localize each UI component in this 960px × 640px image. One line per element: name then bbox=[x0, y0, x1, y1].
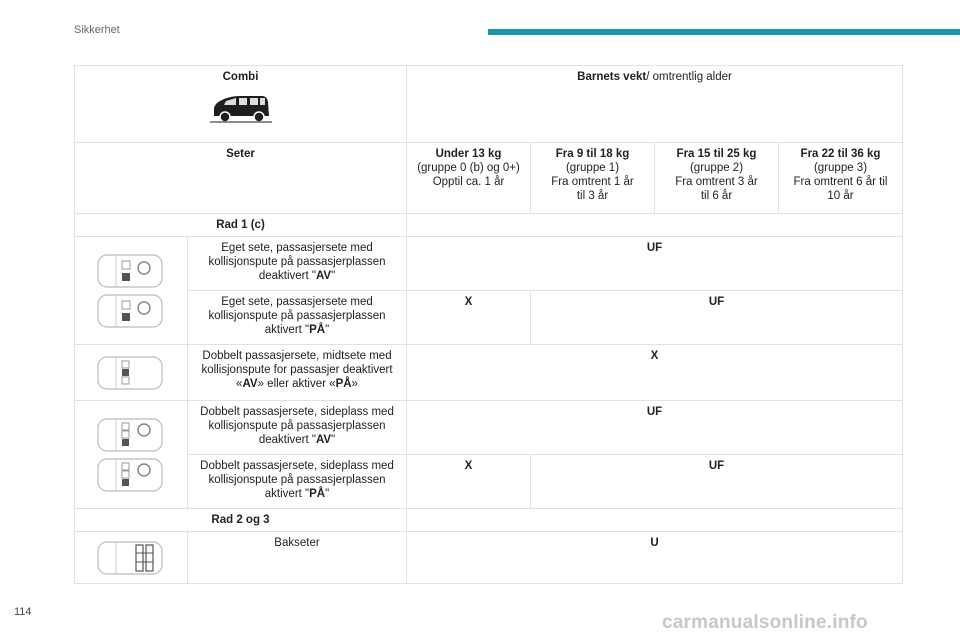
seat-result: UF bbox=[407, 237, 903, 291]
row1-label: Rad 1 (c) bbox=[75, 214, 407, 237]
row2-label: Rad 2 og 3 bbox=[75, 509, 407, 532]
seat-description: Dobbelt passasjersete, sideplass med kollisjonspute på passasjerplassen deaktivert "AV" bbox=[188, 401, 407, 455]
page-number: 114 bbox=[14, 606, 32, 618]
seat-result: X bbox=[407, 345, 903, 401]
seat-result: UF bbox=[531, 455, 903, 509]
single-seat-diagram-icon bbox=[96, 252, 166, 290]
seat-description: Bakseter bbox=[188, 532, 407, 584]
group-1: Fra 9 til 18 kg (gruppe 1) Fra omtrent 1 år til 3 år bbox=[531, 143, 655, 214]
group-3: Fra 22 til 36 kg (gruppe 3) Fra omtrent 6 år til 10 år bbox=[779, 143, 903, 214]
seat-result: UF bbox=[531, 291, 903, 345]
seat-result: X bbox=[407, 291, 531, 345]
group-2: Fra 15 til 25 kg (gruppe 2) Fra omtrent 3 år til 6 år bbox=[655, 143, 779, 214]
watermark: carmanualsonline.info bbox=[662, 612, 868, 633]
double-seat-side-diagram-icon bbox=[96, 456, 166, 494]
header-accent-bar bbox=[488, 29, 960, 35]
single-seat-diagram-icon bbox=[96, 292, 166, 330]
group-0: Under 13 kg (gruppe 0 (b) og 0+) Opptil ca. 1 år bbox=[407, 143, 531, 214]
seat-diagram-cell bbox=[75, 401, 188, 509]
seat-diagram-cell bbox=[75, 532, 188, 584]
rear-seats-diagram-icon bbox=[96, 539, 166, 577]
seat-description: Eget sete, passasjersete med kollisjonspute på passasjerplassen deaktivert "AV" bbox=[188, 237, 407, 291]
seat-result: UF bbox=[407, 401, 903, 455]
double-seat-side-diagram-icon bbox=[96, 416, 166, 454]
seat-description: Eget sete, passasjersete med kollisjonspute på passasjerplassen aktivert "PÅ" bbox=[188, 291, 407, 345]
vehicle-label: Combi bbox=[222, 71, 259, 83]
van-icon bbox=[210, 94, 272, 124]
seat-result: X bbox=[407, 455, 531, 509]
section-title: Sikkerhet bbox=[74, 24, 120, 36]
vehicle-cell bbox=[75, 66, 407, 143]
seat-result: U bbox=[407, 532, 903, 584]
seat-diagram-cell bbox=[75, 237, 188, 345]
seat-description: Dobbelt passasjersete, sideplass med kollisjonspute på passasjerplassen aktivert "PÅ" bbox=[188, 455, 407, 509]
weight-header: Barnets vekt/ omtrentlig alder bbox=[407, 66, 903, 143]
double-seat-diagram-icon bbox=[96, 354, 166, 392]
seat-description: Dobbelt passasjersete, midtsete med kollisjonspute for passasjer deaktivert «AV» eller aktiver «PÅ» bbox=[188, 345, 407, 401]
child-seat-table bbox=[74, 65, 903, 584]
seat-diagram-cell bbox=[75, 345, 188, 401]
seats-label-cell: Seter bbox=[75, 143, 407, 214]
